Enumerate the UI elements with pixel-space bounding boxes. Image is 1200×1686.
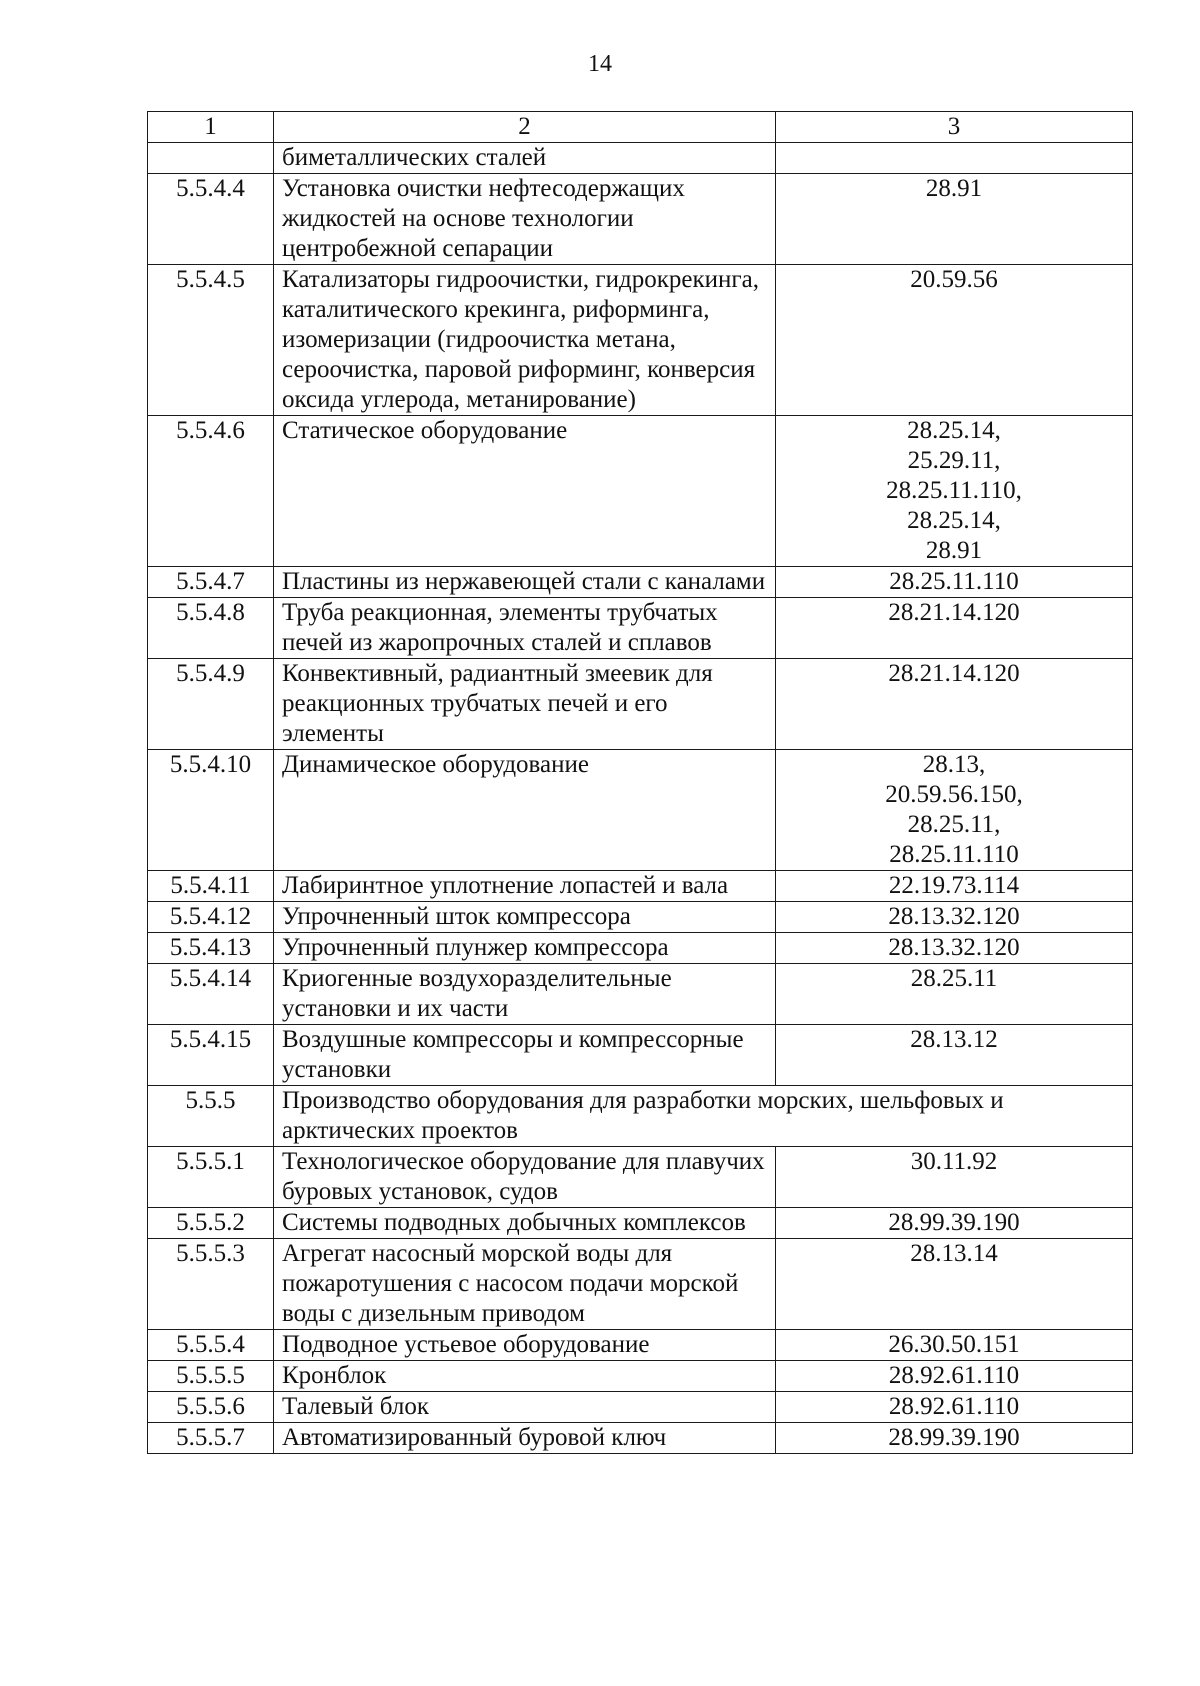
row-name: Статическое оборудование [274,416,776,567]
code-value: 28.25.11.110, [886,477,1022,504]
table-row [148,174,1133,265]
row-number: 5.5.5.3 [148,1239,274,1330]
row-name: Агрегат насосный морской воды для пожаротушения с насосом подачи морской воды с дизельным приводом [274,1239,776,1330]
row-number: 5.5.4.15 [148,1025,274,1086]
section-row [148,1086,1133,1147]
table-row [148,567,1133,598]
row-number: 5.5.4.13 [148,933,274,964]
code-value: 28.25.14, [907,507,1001,534]
code-value: 26.30.50.151 [888,1331,1020,1358]
row-code [776,659,1133,750]
row-code [776,265,1133,416]
code-value: 28.99.39.190 [888,1209,1020,1236]
table-row [148,902,1133,933]
code-value: 28.13.32.120 [888,934,1020,961]
row-number: 5.5.4.4 [148,174,274,265]
row-name: Воздушные компрессоры и компрессорные установки [274,1025,776,1086]
row-code [776,174,1133,265]
row-code [776,416,1133,567]
row-number: 5.5.4.6 [148,416,274,567]
row-number: 5.5.5.1 [148,1147,274,1208]
row-number: 5.5.4.14 [148,964,274,1025]
classification-table [147,111,1133,1454]
row-name: Системы подводных добычных комплексов [274,1208,776,1239]
row-name: Катализаторы гидроочистки, гидрокрекинга, каталитического крекинга, риформинга, изомеризации (гидроочистка метана, сероочистка, паровой риформинг, конверсия оксида углерода, метанирование) [274,265,776,416]
table-header-row [148,112,1133,143]
row-number: 5.5.4.12 [148,902,274,933]
row-code [776,750,1133,871]
row-code [776,598,1133,659]
code-value: 28.13.32.120 [888,903,1020,930]
row-code [776,1361,1133,1392]
table-row [148,750,1133,871]
code-value: 30.11.92 [910,1148,998,1175]
row-name: Талевый блок [274,1392,776,1423]
code-value: 28.91 [925,175,983,202]
row-code [776,1330,1133,1361]
header-col-2: 2 [274,112,776,143]
row-number: 5.5.5.5 [148,1361,274,1392]
row-code [776,933,1133,964]
page-number: 14 [588,51,612,77]
table-row [148,1423,1133,1454]
table-row [148,1361,1133,1392]
row-name: биметаллических сталей [274,143,776,174]
code-value: 20.59.56 [910,266,998,293]
table-row [148,964,1133,1025]
row-number: 5.5.4.9 [148,659,274,750]
code-value: 28.25.11.110 [889,568,1019,595]
code-value: 28.13, [922,751,986,778]
row-name: Упрочненный плунжер компрессора [274,933,776,964]
header-col-1: 1 [148,112,274,143]
row-code [776,1208,1133,1239]
row-code [776,902,1133,933]
row-number [148,143,274,174]
code-value: 22.19.73.114 [888,872,1020,899]
table-row [148,265,1133,416]
row-number: 5.5.4.8 [148,598,274,659]
row-name: Лабиринтное уплотнение лопастей и вала [274,871,776,902]
code-value: 28.99.39.190 [888,1424,1020,1451]
table-row [148,1147,1133,1208]
row-name: Автоматизированный буровой ключ [274,1423,776,1454]
code-value: 20.59.56.150, [885,781,1023,808]
table-row [148,1239,1133,1330]
table-row [148,416,1133,567]
header-col-3: 3 [776,112,1133,143]
code-value: 28.21.14.120 [888,660,1020,687]
row-name: Криогенные воздухоразделительные установки и их части [274,964,776,1025]
row-code [776,1147,1133,1208]
code-value: 28.92.61.110 [888,1362,1020,1389]
table-row [148,598,1133,659]
continuation-row [148,143,1133,174]
section-title: Производство оборудования для разработки морских, шельфовых и арктических проектов [274,1086,1133,1147]
row-name: Конвективный, радиантный змеевик для реакционных трубчатых печей и его элементы [274,659,776,750]
row-code [776,567,1133,598]
table-row [148,933,1133,964]
row-name: Технологическое оборудование для плавучих буровых установок, судов [274,1147,776,1208]
row-code [776,1423,1133,1454]
code-value: 25.29.11, [907,447,1001,474]
table-row [148,871,1133,902]
table-row [148,1330,1133,1361]
row-number: 5.5.5.6 [148,1392,274,1423]
code-value: 28.25.11, [907,811,1001,838]
table-body [148,112,1133,1454]
table-row [148,1392,1133,1423]
row-number: 5.5.5.7 [148,1423,274,1454]
row-number: 5.5.4.7 [148,567,274,598]
row-name: Установка очистки нефтесодержащих жидкостей на основе технологии центробежной сепарации [274,174,776,265]
code-value: 28.91 [925,537,983,564]
section-number: 5.5.5 [148,1086,274,1147]
code-value: 28.25.11 [910,965,998,992]
row-code [776,143,1133,174]
row-code [776,1392,1133,1423]
table-row [148,659,1133,750]
table-row [148,1208,1133,1239]
row-number: 5.5.4.5 [148,265,274,416]
code-value: 28.25.11.110 [889,841,1019,868]
row-name: Труба реакционная, элементы трубчатых печей из жаропрочных сталей и сплавов [274,598,776,659]
row-name: Кронблок [274,1361,776,1392]
code-value: 28.25.14, [907,417,1001,444]
row-number: 5.5.4.10 [148,750,274,871]
table-row [148,1025,1133,1086]
code-value: 28.92.61.110 [888,1393,1020,1420]
row-code [776,1025,1133,1086]
code-value: 28.13.12 [910,1026,998,1053]
row-number: 5.5.5.4 [148,1330,274,1361]
row-name: Подводное устьевое оборудование [274,1330,776,1361]
code-value: 28.21.14.120 [888,599,1020,626]
row-code [776,871,1133,902]
row-name: Пластины из нержавеющей стали с каналами [274,567,776,598]
row-number: 5.5.4.11 [148,871,274,902]
row-number: 5.5.5.2 [148,1208,274,1239]
row-name: Динамическое оборудование [274,750,776,871]
row-code [776,1239,1133,1330]
row-name: Упрочненный шток компрессора [274,902,776,933]
code-value: 28.13.14 [910,1240,998,1267]
row-code [776,964,1133,1025]
